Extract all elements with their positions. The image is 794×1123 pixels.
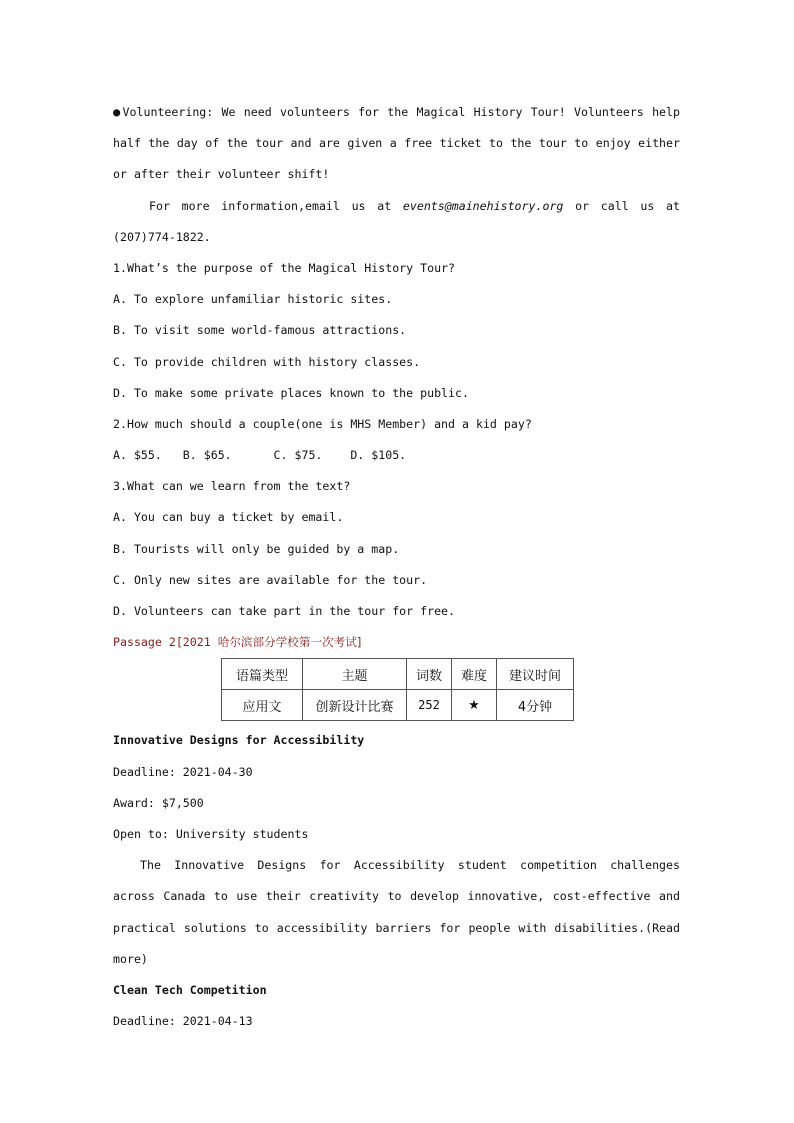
table-value-row <box>222 690 574 721</box>
comp1-desc-3: practical solutions to accessibility barriers for people with disabilities.(Read <box>113 920 680 935</box>
volunteer-line-3: or after their volunteer shift! <box>113 167 330 182</box>
info-line: For more information,email us at events@mainehistory.org or call us at <box>149 198 680 213</box>
comp1-deadline: Deadline: 2021-04-30 <box>113 764 253 779</box>
comp2-title: Clean Tech Competition <box>113 982 267 997</box>
q3-option-d: D. Volunteers can take part in the tour for free. <box>113 604 456 618</box>
value-text-type: 应用文 <box>222 690 303 721</box>
comp1-desc-1: The Innovative Designs for Accessibility student competition challenges <box>140 858 680 873</box>
passage-heading: Passage 2[2021 哈尔滨部分学校第一次考试] <box>113 635 362 650</box>
q3-option-a: A. You can buy a ticket by email. <box>113 510 344 525</box>
header-text-type: 语篇类型 <box>222 659 303 690</box>
value-suggested-time: 4分钟 <box>497 690 574 721</box>
q1-option-c: C. To provide children with history classes. <box>113 354 421 369</box>
header-suggested-time: 建议时间 <box>497 659 574 690</box>
q1-option-d: D. To make some private places known to the public. <box>113 385 469 400</box>
header-difficulty: 难度 <box>452 659 497 690</box>
phone-line: (207)774-1822. <box>113 229 211 244</box>
value-topic: 创新设计比赛 <box>303 690 407 721</box>
table-header-row <box>222 659 574 690</box>
question-2: 2.How much should a couple(one is MHS Member) and a kid pay? <box>113 416 532 431</box>
volunteer-line-1: ●Volunteering: We need volunteers for the Magical History Tour! Volunteers help <box>113 105 680 119</box>
q1-option-a: A. To explore unfamiliar historic sites. <box>113 292 393 307</box>
header-word-count: 词数 <box>407 659 452 690</box>
volunteer-line-2: half the day of the tour and are given a free ticket to the tour to enjoy either <box>113 136 680 151</box>
comp1-desc-4: more) <box>113 951 148 966</box>
q1-option-b: B. To visit some world-famous attractions. <box>113 323 407 338</box>
email-link[interactable]: events@mainehistory.org <box>402 198 564 213</box>
q3-option-c: C. Only new sites are available for the tour. <box>113 572 428 587</box>
q2-options: A. $55. B. $65. C. $75. D. $105. <box>113 448 407 463</box>
comp1-desc-2: across Canada to use their creativity to develop innovative, cost-effective and <box>113 889 680 904</box>
bullet-icon: ● <box>113 105 122 119</box>
q3-option-b: B. Tourists will only be guided by a map. <box>113 541 400 556</box>
value-difficulty-star-icon: ★ <box>452 690 497 721</box>
comp1-award: Award: $7,500 <box>113 795 204 810</box>
comp2-deadline: Deadline: 2021-04-13 <box>113 1014 253 1029</box>
question-3: 3.What can we learn from the text? <box>113 479 351 494</box>
document-content <box>113 97 680 1037</box>
value-word-count: 252 <box>407 690 452 721</box>
header-topic: 主题 <box>303 659 407 690</box>
comp1-title: Innovative Designs for Accessibility <box>113 733 365 748</box>
comp1-open-to: Open to: University students <box>113 826 309 841</box>
passage-meta-table <box>221 658 574 721</box>
question-1: 1.What’s the purpose of the Magical History Tour? <box>113 260 456 275</box>
meta-table-wrap <box>113 658 680 725</box>
